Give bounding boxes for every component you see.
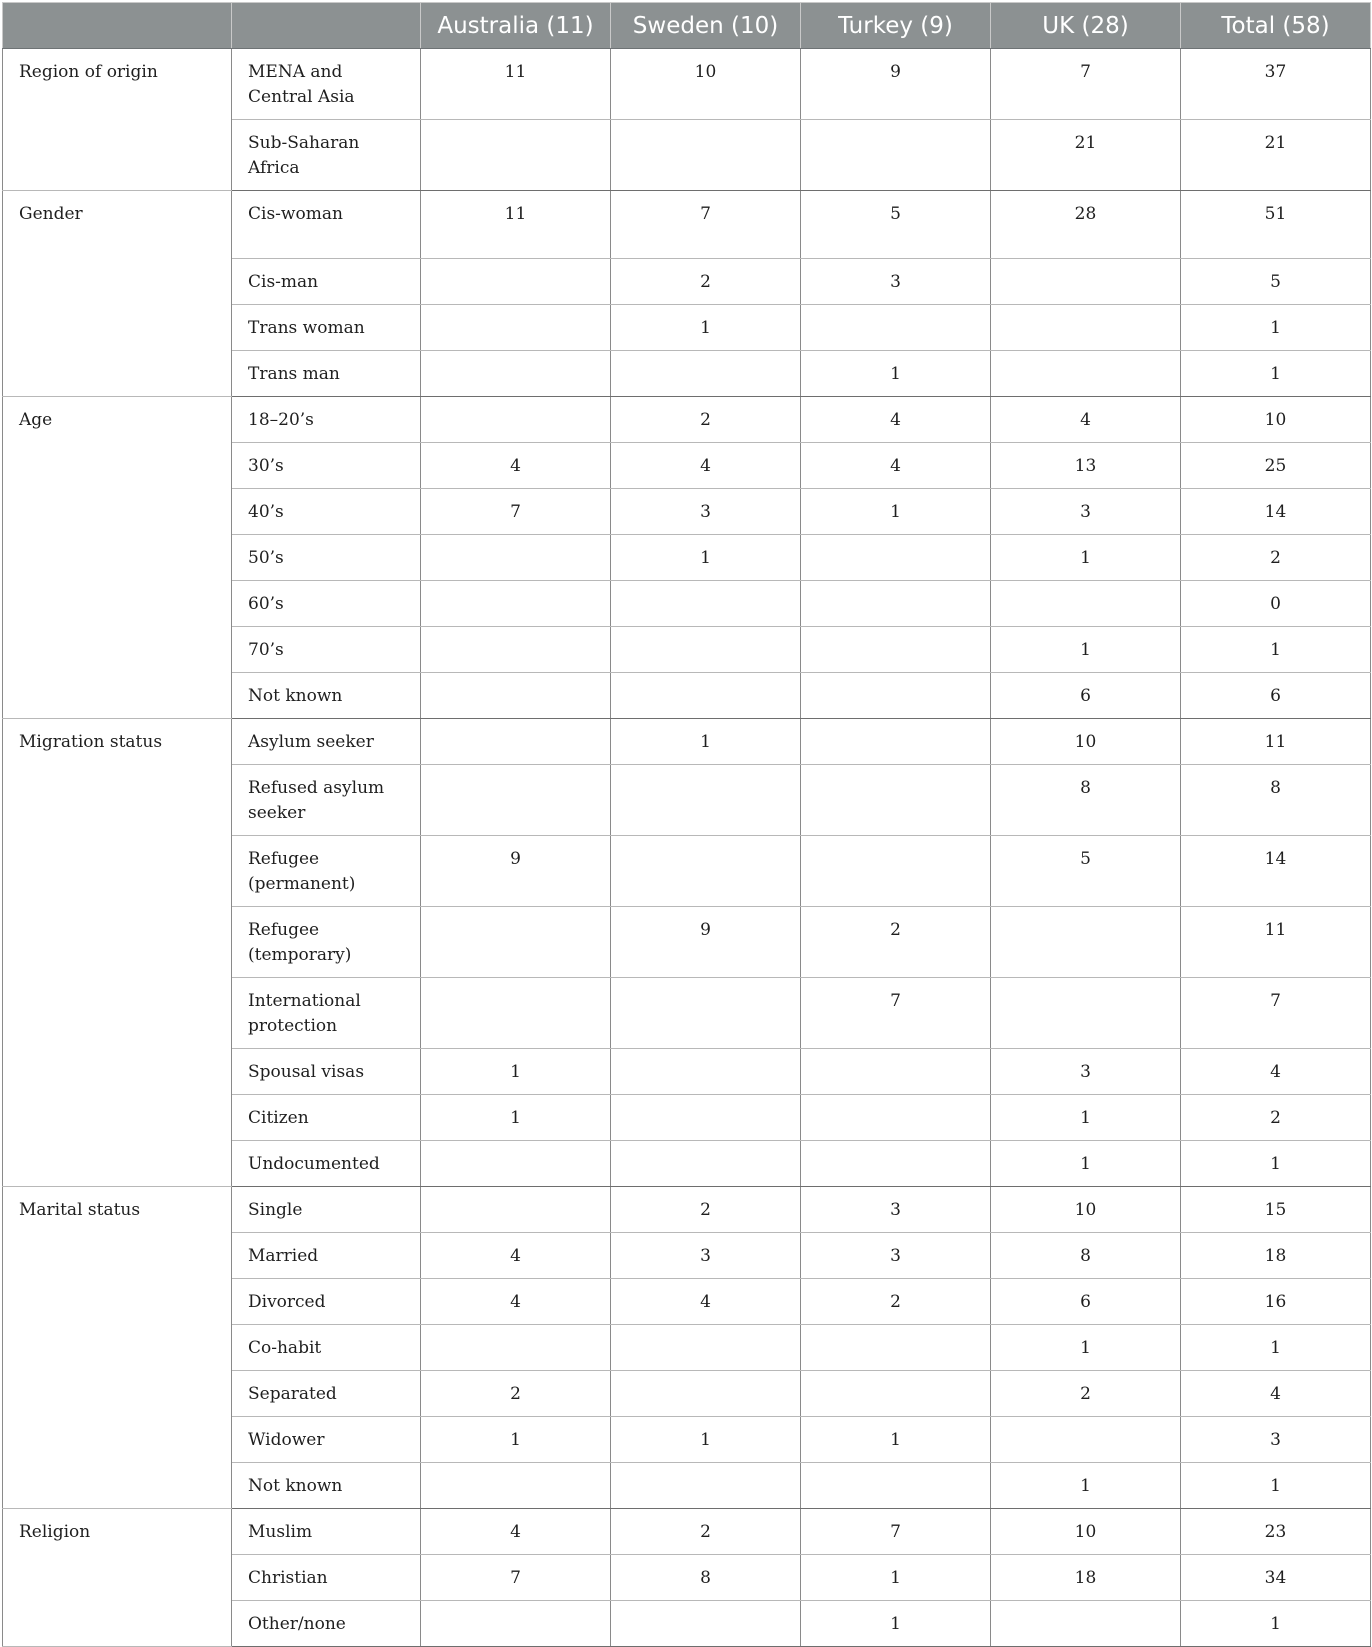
value-cell <box>421 397 611 443</box>
value-cell <box>801 765 991 836</box>
value-cell: 1 <box>991 535 1181 581</box>
value-cell: 5 <box>1181 259 1371 305</box>
header-cell-uk: UK (28) <box>991 3 1181 49</box>
table-row <box>3 49 1371 120</box>
value-cell <box>991 978 1181 1049</box>
value-cell <box>611 581 801 627</box>
value-cell: 1 <box>801 1601 991 1647</box>
group-label: Age <box>3 397 232 719</box>
row-label: Trans man <box>232 351 421 397</box>
value-cell <box>991 907 1181 978</box>
value-cell <box>421 907 611 978</box>
value-cell <box>611 1141 801 1187</box>
value-cell: 1 <box>1181 351 1371 397</box>
value-cell: 3 <box>801 259 991 305</box>
value-cell: 18 <box>1181 1233 1371 1279</box>
row-label: 50’s <box>232 535 421 581</box>
row-label: 70’s <box>232 627 421 673</box>
value-cell: 1 <box>1181 627 1371 673</box>
value-cell: 10 <box>991 1187 1181 1233</box>
value-cell <box>801 1371 991 1417</box>
value-cell <box>611 1325 801 1371</box>
row-label: Not known <box>232 1463 421 1509</box>
row-label: International protection <box>232 978 421 1049</box>
value-cell: 1 <box>421 1049 611 1095</box>
value-cell: 5 <box>801 191 991 259</box>
value-cell <box>421 1601 611 1647</box>
value-cell: 7 <box>611 191 801 259</box>
value-cell: 2 <box>991 1371 1181 1417</box>
value-cell: 10 <box>1181 397 1371 443</box>
value-cell: 1 <box>801 1555 991 1601</box>
value-cell: 11 <box>421 191 611 259</box>
header-cell-australia: Australia (11) <box>421 3 611 49</box>
value-cell <box>611 351 801 397</box>
value-cell: 4 <box>991 397 1181 443</box>
group-label: Religion <box>3 1509 232 1647</box>
value-cell <box>421 765 611 836</box>
demographics-table <box>2 2 1371 1647</box>
group-label: Migration status <box>3 719 232 1187</box>
value-cell: 2 <box>1181 535 1371 581</box>
value-cell <box>421 581 611 627</box>
value-cell: 34 <box>1181 1555 1371 1601</box>
value-cell: 28 <box>991 191 1181 259</box>
value-cell <box>611 673 801 719</box>
table-row <box>3 719 1371 765</box>
header-cell-sweden: Sweden (10) <box>611 3 801 49</box>
row-label: Divorced <box>232 1279 421 1325</box>
value-cell: 2 <box>611 259 801 305</box>
value-cell: 4 <box>1181 1049 1371 1095</box>
row-label: Sub-Saharan Africa <box>232 120 421 191</box>
row-label: 30’s <box>232 443 421 489</box>
row-label: Refugee (permanent) <box>232 836 421 907</box>
value-cell: 2 <box>1181 1095 1371 1141</box>
row-label: Trans woman <box>232 305 421 351</box>
value-cell: 2 <box>801 1279 991 1325</box>
value-cell: 9 <box>801 49 991 120</box>
value-cell: 3 <box>801 1233 991 1279</box>
value-cell <box>421 673 611 719</box>
value-cell <box>801 1325 991 1371</box>
value-cell: 3 <box>801 1187 991 1233</box>
value-cell: 14 <box>1181 836 1371 907</box>
value-cell: 1 <box>801 1417 991 1463</box>
value-cell: 14 <box>1181 489 1371 535</box>
value-cell <box>611 1601 801 1647</box>
value-cell <box>421 1141 611 1187</box>
value-cell: 1 <box>611 719 801 765</box>
value-cell: 6 <box>1181 673 1371 719</box>
row-label: Muslim <box>232 1509 421 1555</box>
value-cell: 23 <box>1181 1509 1371 1555</box>
value-cell <box>421 351 611 397</box>
value-cell: 4 <box>801 397 991 443</box>
value-cell: 21 <box>991 120 1181 191</box>
value-cell <box>611 1371 801 1417</box>
value-cell: 7 <box>801 1509 991 1555</box>
value-cell: 3 <box>611 1233 801 1279</box>
value-cell: 15 <box>1181 1187 1371 1233</box>
value-cell: 1 <box>991 1325 1181 1371</box>
value-cell <box>801 836 991 907</box>
value-cell: 8 <box>991 765 1181 836</box>
value-cell <box>991 259 1181 305</box>
value-cell: 4 <box>611 443 801 489</box>
value-cell: 25 <box>1181 443 1371 489</box>
row-label: Other/none <box>232 1601 421 1647</box>
value-cell: 6 <box>991 1279 1181 1325</box>
row-label: Asylum seeker <box>232 719 421 765</box>
row-label: Cis-woman <box>232 191 421 259</box>
row-label: 60’s <box>232 581 421 627</box>
value-cell: 2 <box>421 1371 611 1417</box>
row-label: MENA and Central Asia <box>232 49 421 120</box>
value-cell <box>421 535 611 581</box>
value-cell <box>421 719 611 765</box>
row-label: Single <box>232 1187 421 1233</box>
value-cell: 10 <box>991 1509 1181 1555</box>
value-cell: 1 <box>991 1141 1181 1187</box>
table-row <box>3 191 1371 259</box>
row-label: Co-habit <box>232 1325 421 1371</box>
value-cell: 1 <box>611 305 801 351</box>
table-row <box>3 1187 1371 1233</box>
value-cell <box>801 1463 991 1509</box>
value-cell: 4 <box>421 1279 611 1325</box>
group-label: Marital status <box>3 1187 232 1509</box>
value-cell: 1 <box>421 1417 611 1463</box>
value-cell <box>421 1463 611 1509</box>
value-cell: 1 <box>1181 1141 1371 1187</box>
value-cell: 0 <box>1181 581 1371 627</box>
value-cell <box>991 1601 1181 1647</box>
value-cell: 1 <box>421 1095 611 1141</box>
value-cell: 9 <box>611 907 801 978</box>
value-cell <box>611 1463 801 1509</box>
value-cell: 4 <box>421 1233 611 1279</box>
value-cell: 1 <box>991 1463 1181 1509</box>
value-cell: 4 <box>1181 1371 1371 1417</box>
value-cell: 7 <box>1181 978 1371 1049</box>
value-cell <box>421 627 611 673</box>
row-label: Separated <box>232 1371 421 1417</box>
value-cell: 7 <box>801 978 991 1049</box>
row-label: Spousal visas <box>232 1049 421 1095</box>
value-cell <box>611 978 801 1049</box>
row-label: Not known <box>232 673 421 719</box>
value-cell <box>611 765 801 836</box>
value-cell: 1 <box>611 1417 801 1463</box>
header-cell-total: Total (58) <box>1181 3 1371 49</box>
value-cell <box>801 1095 991 1141</box>
row-label: Married <box>232 1233 421 1279</box>
value-cell <box>801 1141 991 1187</box>
header-row <box>3 3 1371 49</box>
value-cell <box>991 1417 1181 1463</box>
value-cell: 4 <box>611 1279 801 1325</box>
row-label: Citizen <box>232 1095 421 1141</box>
value-cell: 4 <box>421 443 611 489</box>
row-label: Cis-man <box>232 259 421 305</box>
value-cell: 2 <box>801 907 991 978</box>
value-cell <box>611 1049 801 1095</box>
value-cell: 7 <box>421 489 611 535</box>
value-cell <box>801 581 991 627</box>
value-cell: 11 <box>421 49 611 120</box>
header-cell-category <box>3 3 232 49</box>
value-cell <box>801 120 991 191</box>
value-cell <box>421 1187 611 1233</box>
value-cell <box>421 978 611 1049</box>
value-cell <box>991 351 1181 397</box>
value-cell: 10 <box>611 49 801 120</box>
value-cell: 7 <box>991 49 1181 120</box>
value-cell: 4 <box>421 1509 611 1555</box>
value-cell: 37 <box>1181 49 1371 120</box>
value-cell: 7 <box>421 1555 611 1601</box>
value-cell <box>801 305 991 351</box>
group-label: Region of origin <box>3 49 232 191</box>
value-cell <box>801 719 991 765</box>
value-cell: 1 <box>1181 1463 1371 1509</box>
row-label: Widower <box>232 1417 421 1463</box>
value-cell <box>421 120 611 191</box>
value-cell: 9 <box>421 836 611 907</box>
value-cell: 2 <box>611 1509 801 1555</box>
value-cell: 4 <box>801 443 991 489</box>
value-cell <box>801 535 991 581</box>
value-cell: 10 <box>991 719 1181 765</box>
value-cell: 6 <box>991 673 1181 719</box>
value-cell <box>421 305 611 351</box>
row-label: 40’s <box>232 489 421 535</box>
value-cell: 1 <box>1181 1325 1371 1371</box>
value-cell: 1 <box>801 489 991 535</box>
value-cell <box>611 836 801 907</box>
value-cell: 21 <box>1181 120 1371 191</box>
value-cell: 1 <box>991 1095 1181 1141</box>
value-cell: 13 <box>991 443 1181 489</box>
value-cell: 8 <box>611 1555 801 1601</box>
header-cell-subcategory <box>232 3 421 49</box>
value-cell: 2 <box>611 1187 801 1233</box>
value-cell: 16 <box>1181 1279 1371 1325</box>
table-row <box>3 397 1371 443</box>
row-label: Christian <box>232 1555 421 1601</box>
table-body <box>3 49 1371 1647</box>
value-cell: 1 <box>1181 1601 1371 1647</box>
value-cell: 3 <box>991 489 1181 535</box>
row-label: 18–20’s <box>232 397 421 443</box>
row-label: Refused asylum seeker <box>232 765 421 836</box>
value-cell <box>421 1325 611 1371</box>
value-cell <box>611 627 801 673</box>
value-cell <box>611 120 801 191</box>
value-cell: 5 <box>991 836 1181 907</box>
row-label: Refugee (temporary) <box>232 907 421 978</box>
value-cell: 8 <box>991 1233 1181 1279</box>
value-cell: 3 <box>1181 1417 1371 1463</box>
value-cell <box>611 1095 801 1141</box>
group-label: Gender <box>3 191 232 397</box>
header-cell-turkey: Turkey (9) <box>801 3 991 49</box>
value-cell <box>801 627 991 673</box>
value-cell: 1 <box>991 627 1181 673</box>
value-cell <box>991 581 1181 627</box>
value-cell: 51 <box>1181 191 1371 259</box>
value-cell: 3 <box>991 1049 1181 1095</box>
value-cell <box>991 305 1181 351</box>
value-cell: 2 <box>611 397 801 443</box>
value-cell: 11 <box>1181 907 1371 978</box>
row-label: Undocumented <box>232 1141 421 1187</box>
value-cell: 1 <box>1181 305 1371 351</box>
table-row <box>3 1509 1371 1555</box>
value-cell: 11 <box>1181 719 1371 765</box>
value-cell: 18 <box>991 1555 1181 1601</box>
value-cell <box>421 259 611 305</box>
value-cell: 8 <box>1181 765 1371 836</box>
value-cell: 1 <box>611 535 801 581</box>
value-cell <box>801 1049 991 1095</box>
value-cell <box>801 673 991 719</box>
value-cell: 1 <box>801 351 991 397</box>
value-cell: 3 <box>611 489 801 535</box>
